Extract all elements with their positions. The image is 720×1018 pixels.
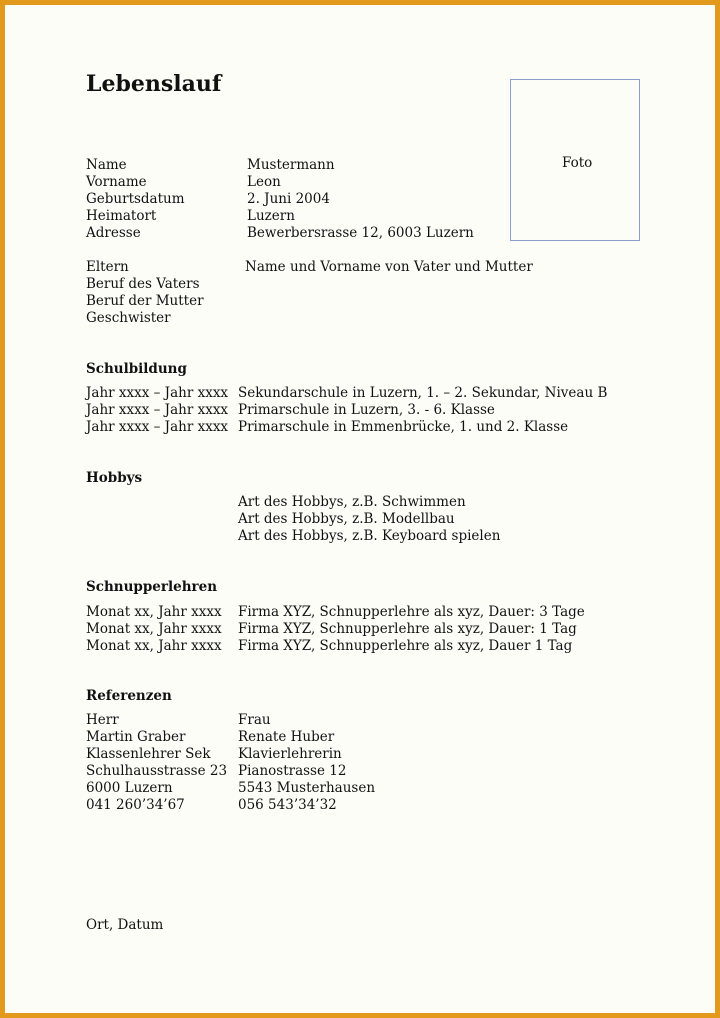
ref1-line: Martin Graber bbox=[86, 729, 186, 745]
ref1-line: 6000 Luzern bbox=[86, 780, 173, 796]
heading-schnupperlehren: Schnupperlehren bbox=[86, 579, 218, 595]
schul-period: Jahr xxxx – Jahr xxxx bbox=[86, 385, 229, 401]
label-name: Name bbox=[86, 157, 127, 173]
family-labels bbox=[86, 259, 204, 327]
schul-desc: Primarschule in Emmenbrücke, 1. und 2. Klasse bbox=[238, 419, 569, 435]
label-beruf-vater: Beruf des Vaters bbox=[86, 276, 200, 292]
value-geburtsdatum: 2. Juni 2004 bbox=[247, 191, 330, 207]
schulbildung-periods bbox=[86, 385, 228, 436]
value-name: Mustermann bbox=[247, 157, 335, 173]
document-title: Lebenslauf bbox=[86, 71, 222, 97]
hobbys-list bbox=[238, 494, 500, 545]
schul-desc: Sekundarschule in Luzern, 1. – 2. Sekundar, Niveau B bbox=[238, 385, 608, 401]
hobby-item: Art des Hobbys, z.B. Keyboard spielen bbox=[238, 528, 501, 544]
schnupper-desc: Firma XYZ, Schnupperlehre als xyz, Dauer 1 Tag bbox=[238, 638, 573, 654]
value-vorname: Leon bbox=[247, 174, 281, 190]
ref1-line: 041 260’34’67 bbox=[86, 797, 185, 813]
ref2-line: Frau bbox=[238, 712, 271, 728]
heading-referenzen: Referenzen bbox=[86, 688, 172, 704]
label-eltern: Eltern bbox=[86, 259, 129, 275]
ref2-line: 5543 Musterhausen bbox=[238, 780, 376, 796]
heading-hobbys: Hobbys bbox=[86, 470, 143, 486]
schnupper-period: Monat xx, Jahr xxxx bbox=[86, 604, 222, 620]
reference-1 bbox=[86, 712, 227, 814]
schnupper-desc: Firma XYZ, Schnupperlehre als xyz, Dauer: 1 Tag bbox=[238, 621, 577, 637]
label-geschwister: Geschwister bbox=[86, 310, 171, 326]
label-vorname: Vorname bbox=[86, 174, 147, 190]
schnupper-periods bbox=[86, 604, 222, 655]
heading-schulbildung: Schulbildung bbox=[86, 361, 187, 377]
ref2-line: 056 543’34’32 bbox=[238, 797, 337, 813]
personal-values bbox=[247, 157, 474, 242]
schul-period: Jahr xxxx – Jahr xxxx bbox=[86, 419, 229, 435]
value-eltern: Name und Vorname von Vater und Mutter bbox=[245, 259, 533, 275]
ref2-line: Renate Huber bbox=[238, 729, 335, 745]
ref2-line: Klavierlehrerin bbox=[238, 746, 342, 762]
ref1-line: Herr bbox=[86, 712, 119, 728]
reference-2 bbox=[238, 712, 375, 814]
photo-label: Foto bbox=[562, 155, 593, 171]
ref1-line: Klassenlehrer Sek bbox=[86, 746, 211, 762]
schul-period: Jahr xxxx – Jahr xxxx bbox=[86, 402, 229, 418]
document-page bbox=[5, 5, 715, 1013]
schnupper-desc: Firma XYZ, Schnupperlehre als xyz, Dauer: 3 Tage bbox=[238, 604, 585, 620]
personal-labels bbox=[86, 157, 185, 242]
hobby-item: Art des Hobbys, z.B. Modellbau bbox=[238, 511, 455, 527]
ref1-line: Schulhausstrasse 23 bbox=[86, 763, 228, 779]
schnupper-period: Monat xx, Jahr xxxx bbox=[86, 638, 222, 654]
schulbildung-descs bbox=[238, 385, 607, 436]
label-adresse: Adresse bbox=[86, 225, 141, 241]
schul-desc: Primarschule in Luzern, 3. - 6. Klasse bbox=[238, 402, 495, 418]
hobby-item: Art des Hobbys, z.B. Schwimmen bbox=[238, 494, 466, 510]
photo-placeholder bbox=[510, 79, 640, 241]
place-date: Ort, Datum bbox=[86, 917, 164, 933]
value-adresse: Bewerbersrasse 12, 6003 Luzern bbox=[247, 225, 474, 241]
ref2-line: Pianostrasse 12 bbox=[238, 763, 347, 779]
label-heimatort: Heimatort bbox=[86, 208, 157, 224]
value-heimatort: Luzern bbox=[247, 208, 295, 224]
label-geburtsdatum: Geburtsdatum bbox=[86, 191, 185, 207]
label-beruf-mutter: Beruf der Mutter bbox=[86, 293, 204, 309]
schnupper-period: Monat xx, Jahr xxxx bbox=[86, 621, 222, 637]
schnupper-descs bbox=[238, 604, 585, 655]
